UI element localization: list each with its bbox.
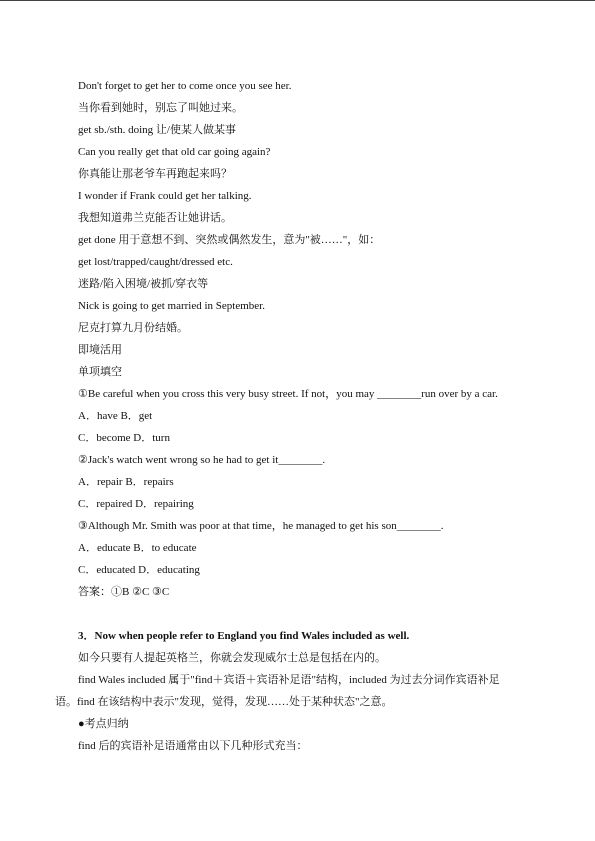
exercise-heading: 即境活用 [78, 344, 122, 356]
example-translation: 尼克打算九月份结婚。 [78, 322, 188, 334]
question-1: ①Be careful when you cross this very busy street. If not，you may ________run over by a car. [78, 388, 498, 400]
example-sentence: Don't forget to get her to come once you see her. [78, 80, 292, 92]
example-translation: 当你看到她时，别忘了叫她过来。 [78, 102, 243, 114]
question-2: ②Jack's watch went wrong so he had to get it________. [78, 454, 326, 466]
example-translation: 迷路/陷入困境/被抓/穿衣等 [78, 278, 209, 290]
usage-rule: get sb./sth. doing 让/使某人做某事 [78, 124, 236, 136]
example-phrases: get lost/trapped/caught/dressed etc. [78, 256, 233, 268]
example-sentence: Nick is going to get married in September. [78, 300, 265, 312]
key-point-text: find 后的宾语补足语通常由以下几种形式充当： [78, 740, 308, 752]
question-1-options-cd: C．become D．turn [78, 432, 170, 444]
page-top-border [0, 0, 595, 1]
question-3-options-ab: A．educate B．to educate [78, 542, 197, 554]
question-2-options-cd: C．repaired D．repairing [78, 498, 194, 510]
answer-key: 答案：①B ②C ③C [78, 586, 170, 598]
example-translation: 你真能让那老爷车再跑起来吗？ [78, 168, 232, 180]
key-point-heading: ●考点归纳 [78, 718, 129, 730]
example-translation: 我想知道弗兰克能否让她讲话。 [78, 212, 232, 224]
question-3-options-cd: C．educated D．educating [78, 564, 200, 576]
explanation-line-1: find Wales included 属于"find＋宾语＋宾语补足语"结构，included 为过去分词作宾语补足 [78, 674, 500, 686]
example-sentence: I wonder if Frank could get her talking. [78, 190, 252, 202]
question-2-options-ab: A．repair B．repairs [78, 476, 174, 488]
exercise-subheading: 单项填空 [78, 366, 122, 378]
section-translation: 如今只要有人提起英格兰，你就会发现威尔士总是包括在内的。 [78, 652, 386, 664]
explanation-line-2: 语。find 在该结构中表示"发现，觉得，发现……处于某种状态"之意。 [55, 696, 393, 708]
section-heading: 3．Now when people refer to England you find Wales included as well. [78, 630, 410, 642]
question-3: ③Although Mr. Smith was poor at that time，he managed to get his son________. [78, 520, 444, 532]
example-sentence: Can you really get that old car going again? [78, 146, 271, 158]
usage-rule: get done 用于意想不到、突然或偶然发生，意为"被……"，如： [78, 234, 381, 246]
question-1-options-ab: A．have B．get [78, 410, 153, 422]
